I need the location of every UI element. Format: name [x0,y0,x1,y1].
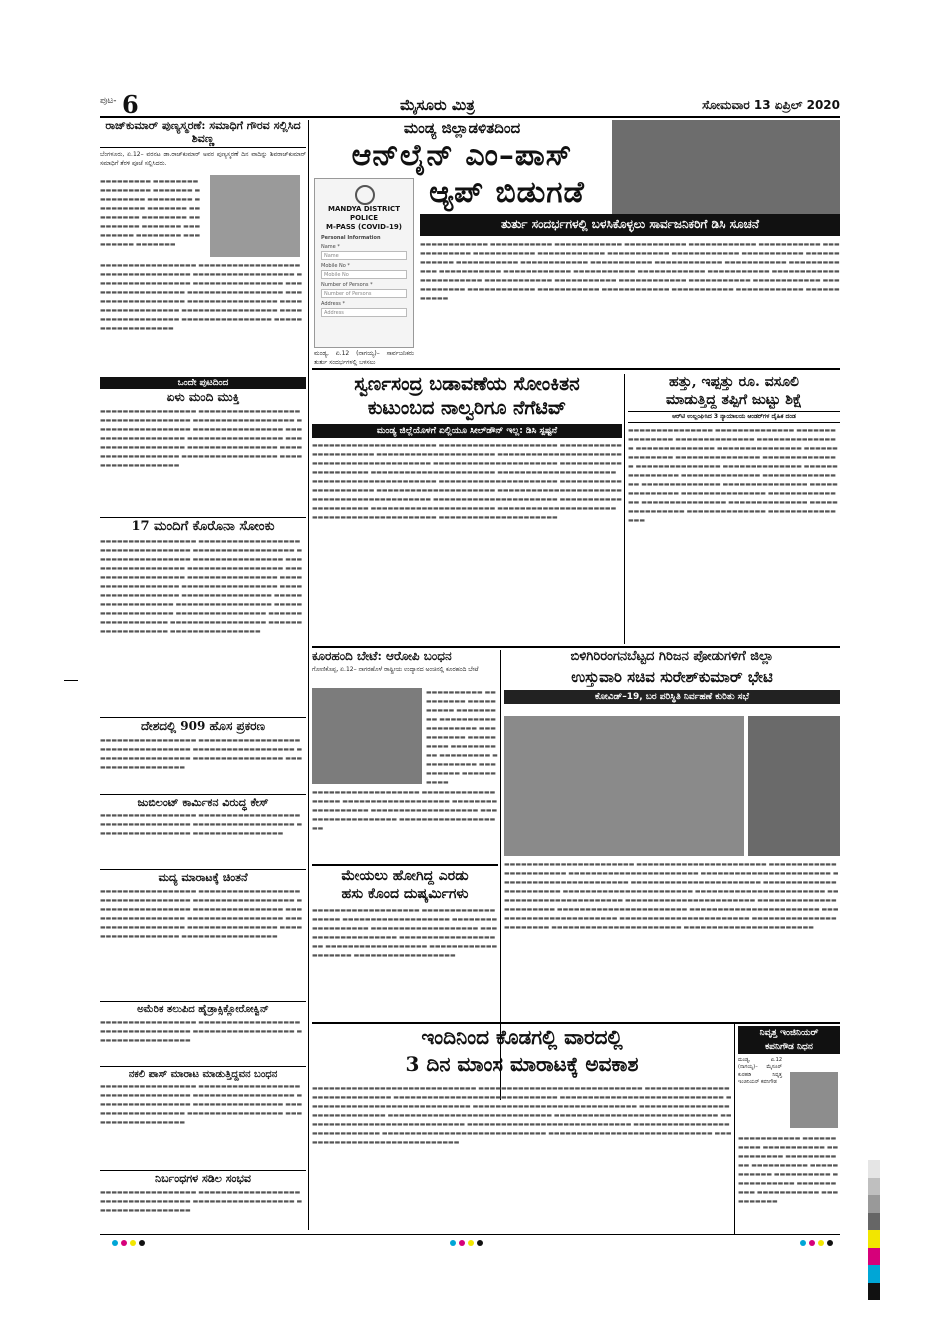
name-label: Name * [321,244,340,251]
kodagu-title-line2: 3 ದಿನ ಮಾಂಸ ಮಾರಾಟಕ್ಕೆ ಅವಕಾಶ [405,1052,639,1076]
article-title-seven-freed: ಏಳು ಮಂದಿ ಮುಕ್ತಿ [166,390,240,405]
cows-article [312,868,498,1018]
lead-title-line1: ಆನ್‌ಲೈನ್ ಎಂ–ಪಾಸ್ [351,138,573,174]
kodagu-title-line1: ಇಂದಿನಿಂದ ಕೊಡಗಲ್ಲಿ ವಾರದಲ್ಲಿ [421,1026,623,1049]
article-body-text: ▬▬▬▬▬▬▬▬▬▬▬▬▬▬▬▬▬ ▬▬▬▬▬▬▬▬▬▬▬▬▬▬▬▬▬▬ ▬▬▬▬▬▬▬▬▬▬▬▬▬▬▬▬ ▬▬▬▬▬▬▬▬▬▬▬▬▬▬▬▬▬▬ ▬▬▬▬▬▬▬▬▬▬▬▬▬▬▬▬▬ ▬▬▬▬▬▬▬▬▬▬▬▬▬▬▬▬ ▬▬▬▬▬▬▬▬▬▬▬▬▬▬▬▬▬▬ ▬▬▬▬▬▬▬▬▬▬▬▬▬▬▬▬▬ ▬▬▬▬▬▬▬▬▬▬▬▬▬▬▬▬▬▬ ▬▬▬▬▬▬▬▬▬▬▬▬▬▬▬▬ ▬▬▬▬▬▬▬▬▬▬▬▬▬▬▬▬▬▬ ▬▬▬▬▬▬▬▬▬▬▬▬▬▬▬▬▬ ▬▬▬▬▬▬▬▬▬▬▬▬▬▬▬▬▬▬ ▬▬▬▬▬▬▬▬▬▬▬▬▬▬▬▬ ▬▬▬▬▬▬▬▬▬▬▬▬▬▬▬▬▬▬ ▬▬▬▬▬▬▬▬▬▬▬▬▬▬▬▬▬ ▬▬▬▬▬▬▬▬▬▬▬▬▬▬▬▬▬▬ ▬▬▬▬▬▬▬▬▬▬▬▬▬▬▬▬ ▬▬▬▬▬▬▬▬▬▬▬▬▬▬▬▬▬▬ ▬▬▬▬▬▬▬▬▬▬▬▬▬▬▬▬▬ ▬▬▬▬▬▬▬▬▬▬▬▬▬▬▬▬▬▬ ▬▬▬▬▬▬▬▬▬▬▬▬▬▬▬▬ [100,538,303,636]
biligiri-title-line2: ಉಸ್ತುವಾರಿ ಸಚಿವ ಸುರೇಶ್‌ಕುಮಾರ್ ಭೇಟಿ [571,667,773,686]
paper-date: ಸೋಮವಾರ 13 ಏಪ್ರಿಲ್ 2020 [702,98,840,112]
article-body-text: ▬▬▬▬▬▬▬▬▬▬▬ ▬▬▬▬▬▬▬▬▬▬ ▬▬▬▬▬▬▬▬▬▬▬ ▬▬▬▬▬▬▬▬▬▬ ▬▬▬▬▬▬▬▬▬▬▬ ▬▬▬▬▬▬▬▬▬▬ ▬▬▬▬▬▬▬▬▬▬▬ ▬▬▬▬▬▬▬▬▬▬ ▬▬▬▬▬▬▬▬▬▬▬ ▬▬▬▬▬▬▬▬▬▬ ▬▬▬▬▬▬▬▬▬▬▬ ▬▬▬▬▬▬▬▬▬▬ [738,1135,839,1205]
article-body-text: ▬▬▬▬▬▬▬▬▬ ▬▬▬▬▬▬▬▬ ▬▬▬▬▬▬▬▬▬ ▬▬▬▬▬▬▬ ▬▬▬▬▬▬▬▬▬ ▬▬▬▬▬▬▬▬ ▬▬▬▬▬▬▬▬▬ ▬▬▬▬▬▬▬ ▬▬▬▬▬▬▬▬▬ ▬▬▬▬▬▬▬▬ ▬▬▬▬▬▬▬▬▬ ▬▬▬▬▬▬▬ ▬▬▬▬▬▬▬▬▬ ▬▬▬▬▬▬▬▬ ▬▬▬▬▬▬▬▬▬ ▬▬▬▬▬▬▬ [100,178,201,249]
swarnasandra-title-line2: ಕುಟುಂಬದ ನಾಲ್ವರಿಗೂ ನೆಗೆಟಿವ್ [367,396,567,419]
biligiri-sub: ಕೋವಿಡ್–19, ಬರ ಪರಿಸ್ಥಿತಿ ನಿರ್ವಹಣೆ ಕುರಿತು ಸಭೆ [504,690,840,704]
penalty-title-line2: ಮಾಡುತ್ತಿದ್ದ ತಪ್ಪಿಗೆ ಜುಟ್ಟು ಶಿಕ್ಷೆ [666,392,802,409]
article-body-text: ▬▬▬▬▬▬▬▬▬▬▬▬▬▬▬▬▬ ▬▬▬▬▬▬▬▬▬▬▬▬▬▬▬▬▬▬ ▬▬▬▬▬▬▬▬▬▬▬▬▬▬▬▬ ▬▬▬▬▬▬▬▬▬▬▬▬▬▬▬▬▬▬ ▬▬▬▬▬▬▬▬▬▬▬▬▬▬▬▬▬ ▬▬▬▬▬▬▬▬▬▬▬▬▬▬▬▬ ▬▬▬▬▬▬▬▬▬▬▬▬▬▬▬▬▬▬ [100,736,303,771]
cows-title-line1: ಮೇಯಲು ಹೋಗಿದ್ದ ಎರಡು [341,868,469,884]
name-field[interactable]: Name [321,251,407,260]
article-body-text: ▬▬▬▬▬▬▬▬▬▬▬▬▬▬▬▬▬▬▬ ▬▬▬▬▬▬▬▬▬▬▬▬▬▬▬▬▬▬ ▬▬▬▬▬▬▬▬▬▬▬▬▬▬▬▬▬▬▬ ▬▬▬▬▬▬▬▬▬▬▬▬▬▬▬▬▬▬ ▬▬▬▬▬▬▬▬▬▬▬▬▬▬▬▬▬▬▬ ▬▬▬▬▬▬▬▬▬▬▬▬▬▬▬▬▬▬ ▬▬▬▬▬▬▬▬▬▬▬▬▬▬▬▬▬▬▬ ▬▬▬▬▬▬▬▬▬▬▬▬▬▬▬▬▬▬ ▬▬▬▬▬▬▬▬▬▬▬▬▬▬▬▬▬▬▬ ▬▬▬▬▬▬▬▬▬▬▬▬▬▬▬▬▬▬ [312,907,498,960]
boar-hunt-article [312,650,498,860]
masthead [100,90,840,119]
article-body-text: ▬▬▬▬▬▬▬▬▬▬▬▬▬▬▬ ▬▬▬▬▬▬▬▬▬▬▬▬▬▬ ▬▬▬▬▬▬▬▬▬▬▬▬▬▬▬ ▬▬▬▬▬▬▬▬▬▬▬▬▬▬ ▬▬▬▬▬▬▬▬▬▬▬▬▬▬▬ ▬▬▬▬▬▬▬▬▬▬▬▬▬▬ ▬▬▬▬▬▬▬▬▬▬▬▬▬▬▬ ▬▬▬▬▬▬▬▬▬▬▬▬▬▬ ▬▬▬▬▬▬▬▬▬▬▬▬▬▬▬ ▬▬▬▬▬▬▬▬▬▬▬▬▬▬ ▬▬▬▬▬▬▬▬▬▬▬▬▬▬▬ ▬▬▬▬▬▬▬▬▬▬▬▬▬▬ ▬▬▬▬▬▬▬▬▬▬▬▬▬▬▬ ▬▬▬▬▬▬▬▬▬▬▬▬▬▬ ▬▬▬▬▬▬▬▬▬▬▬▬▬▬▬ ▬▬▬▬▬▬▬▬▬▬▬▬▬▬ ▬▬▬▬▬▬▬▬▬▬▬▬▬▬▬ ▬▬▬▬▬▬▬▬▬▬▬▬▬▬ ▬▬▬▬▬▬▬▬▬▬▬▬▬▬▬ ▬▬▬▬▬▬▬▬▬▬▬▬▬▬ ▬▬▬▬▬▬▬▬▬▬▬▬▬▬▬ ▬▬▬▬▬▬▬▬▬▬▬▬▬▬ ▬▬▬▬▬▬▬▬▬▬▬▬▬▬▬ ▬▬▬▬▬▬▬▬▬▬▬▬▬▬ ▬▬▬▬▬▬▬▬▬▬▬▬▬▬▬ [628,427,838,525]
persons-field[interactable]: Number of Persons [321,289,407,298]
card-title-line1: MANDYA DISTRICT [328,205,400,213]
article-title-liquor-sale: ಮದ್ಯ ಮಾರಾಟಕ್ಕೆ ಚಿಂತನೆ [100,869,306,885]
penalty-sub: ಆರ್‌ಟಿ ಉಲ್ಲಂಘಿಸಿದ 3 ನ್ಯಾಯಾಲಯ ಆಂಡರ್‌ಗಳ ದೈಹಿಕ ದಂಡ [628,411,840,423]
article-body-text: ▬▬▬▬▬▬▬▬▬▬▬▬▬▬▬▬▬▬▬▬▬▬▬▬▬▬▬▬▬ ▬▬▬▬▬▬▬▬▬▬▬▬▬▬▬▬▬▬▬▬▬▬▬▬▬▬▬▬▬ ▬▬▬▬▬▬▬▬▬▬▬▬▬▬▬▬▬▬▬▬▬▬▬▬▬▬▬▬▬ ▬▬▬▬▬▬▬▬▬▬▬▬▬▬▬▬▬▬▬▬▬▬▬▬▬▬▬▬▬ ▬▬▬▬▬▬▬▬▬▬▬▬▬▬▬▬▬▬▬▬▬▬▬▬▬▬▬▬▬ ▬▬▬▬▬▬▬▬▬▬▬▬▬▬▬▬▬▬▬▬▬▬▬▬▬▬▬▬▬ ▬▬▬▬▬▬▬▬▬▬▬▬▬▬▬▬▬▬▬▬▬▬▬▬▬▬▬▬▬ ▬▬▬▬▬▬▬▬▬▬▬▬▬▬▬▬▬▬▬▬▬▬▬▬▬▬▬▬▬ ▬▬▬▬▬▬▬▬▬▬▬▬▬▬▬▬▬▬▬▬▬▬▬▬▬▬▬▬▬ ▬▬▬▬▬▬▬▬▬▬▬▬▬▬▬▬▬▬▬▬▬▬▬▬▬▬▬▬▬ ▬▬▬▬▬▬▬▬▬▬▬▬▬▬▬▬▬▬▬▬▬▬▬▬▬▬▬▬▬ ▬▬▬▬▬▬▬▬▬▬▬▬▬▬▬▬▬▬▬▬▬▬▬▬▬▬▬▬▬ ▬▬▬▬▬▬▬▬▬▬▬▬▬▬▬▬▬▬▬▬▬▬▬▬▬▬▬▬▬ ▬▬▬▬▬▬▬▬▬▬▬▬▬▬▬▬▬▬▬▬▬▬▬▬▬▬▬▬▬ ▬▬▬▬▬▬▬▬▬▬▬▬▬▬▬▬▬▬▬▬▬▬▬▬▬▬▬▬▬ ▬▬▬▬▬▬▬▬▬▬▬▬▬▬▬▬▬▬▬▬▬▬▬▬▬▬▬▬▬ [312,1085,732,1146]
swarnasandra-article [312,374,622,644]
kodagu-meat-article [312,1026,732,1234]
mobile-field[interactable]: Mobile No [321,270,407,279]
registration-dots-right [800,1240,833,1246]
address-field[interactable]: Address [321,308,407,317]
biligiri-article [504,650,840,1020]
article-title-909-cases: ದೇಶದಲ್ಲಿ 909 ಹೊಸ ಪ್ರಕರಣ [100,717,306,734]
bottom-rule [100,1234,840,1235]
boar-hunt-lede: ಗೋಣಿಕೊಪ್ಪ, ಏ.12– ನಾಗರಹೊಳೆ ರಾಷ್ಟ್ರೀಯ ಉದ್ಯಾನದ ಅಂಚಿನಲ್ಲಿ ಕೂರಹಂದಿ ಬೇಟೆ [312,665,479,673]
card-section-label: Personal Information [321,235,381,242]
page-label: ಪುಟ- [100,96,117,106]
crop-mark [64,680,78,681]
section-rule [312,646,840,648]
section-bar: ಒಂದೇ ಪುಟದಿಂದ [100,377,306,389]
article-body-text: ▬▬▬▬▬▬▬▬▬▬▬▬▬▬▬▬▬ ▬▬▬▬▬▬▬▬▬▬▬▬▬▬▬▬▬▬ ▬▬▬▬▬▬▬▬▬▬▬▬▬▬▬▬ ▬▬▬▬▬▬▬▬▬▬▬▬▬▬▬▬▬▬ ▬▬▬▬▬▬▬▬▬▬▬▬▬▬▬▬▬ ▬▬▬▬▬▬▬▬▬▬▬▬▬▬▬▬ ▬▬▬▬▬▬▬▬▬▬▬▬▬▬▬▬▬▬ ▬▬▬▬▬▬▬▬▬▬▬▬▬▬▬▬▬ ▬▬▬▬▬▬▬▬▬▬▬▬▬▬▬▬▬▬ ▬▬▬▬▬▬▬▬▬▬▬▬▬▬▬▬ ▬▬▬▬▬▬▬▬▬▬▬▬▬▬▬▬▬▬ ▬▬▬▬▬▬▬▬▬▬▬▬▬▬▬▬▬ [100,888,303,941]
section-rule [312,1022,840,1024]
article-body-text: ▬▬▬▬▬▬▬▬▬▬▬▬▬▬▬▬▬ ▬▬▬▬▬▬▬▬▬▬▬▬▬▬▬▬▬▬ ▬▬▬▬▬▬▬▬▬▬▬▬▬▬▬▬ ▬▬▬▬▬▬▬▬▬▬▬▬▬▬▬▬▬▬ ▬▬▬▬▬▬▬▬▬▬▬▬▬▬▬▬▬ ▬▬▬▬▬▬▬▬▬▬▬▬▬▬▬▬ ▬▬▬▬▬▬▬▬▬▬▬▬▬▬▬▬▬▬ ▬▬▬▬▬▬▬▬▬▬▬▬▬▬▬▬▬ ▬▬▬▬▬▬▬▬▬▬▬▬▬▬▬▬▬▬ [100,1083,303,1127]
dc-meeting-photo [612,120,840,214]
penalty-article [628,374,840,644]
column-rule [624,374,625,644]
paper-name: ಮೈಸೂರು ಮಿತ್ರ [400,96,475,114]
lead-subheadline: ತುರ್ತು ಸಂದರ್ಭಗಳಲ್ಲಿ ಬಳಸಿಕೊಳ್ಳಲು ಸಾರ್ವಜನಿಕರಿಗೆ ಡಿಸಿ ಸೂಚನೆ [420,214,840,236]
registration-dots-left [112,1240,145,1246]
article-title-relaxation: ನಿರ್ಬಂಧಗಳ ಸಡಿಲ ಸಂಭವ [100,1170,306,1186]
color-calibration-strip [868,1160,880,1300]
left-column [100,120,306,1230]
boar-hunt-photo [312,688,422,784]
card-title-line3: M-PASS (COVID-19) [326,223,402,232]
penalty-title-line1: ಹತ್ತು, ಇಪ್ಪತ್ತು ರೂ. ವಸೂಲಿ [669,374,799,390]
article-body-text: ▬▬▬▬▬▬▬▬▬▬▬▬▬▬▬▬▬▬▬▬▬▬▬ ▬▬▬▬▬▬▬▬▬▬▬▬▬▬▬▬▬▬▬▬▬▬▬ ▬▬▬▬▬▬▬▬▬▬▬▬▬▬▬▬▬▬▬▬▬▬▬ ▬▬▬▬▬▬▬▬▬▬▬▬▬▬▬▬▬▬▬▬▬▬▬ ▬▬▬▬▬▬▬▬▬▬▬▬▬▬▬▬▬▬▬▬▬▬▬ ▬▬▬▬▬▬▬▬▬▬▬▬▬▬▬▬▬▬▬▬▬▬▬ ▬▬▬▬▬▬▬▬▬▬▬▬▬▬▬▬▬▬▬▬▬▬▬ ▬▬▬▬▬▬▬▬▬▬▬▬▬▬▬▬▬▬▬▬▬▬▬ ▬▬▬▬▬▬▬▬▬▬▬▬▬▬▬▬▬▬▬▬▬▬▬ ▬▬▬▬▬▬▬▬▬▬▬▬▬▬▬▬▬▬▬▬▬▬▬ ▬▬▬▬▬▬▬▬▬▬▬▬▬▬▬▬▬▬▬▬▬▬▬ ▬▬▬▬▬▬▬▬▬▬▬▬▬▬▬▬▬▬▬▬▬▬▬ ▬▬▬▬▬▬▬▬▬▬▬▬▬▬▬▬▬▬▬▬▬▬▬ ▬▬▬▬▬▬▬▬▬▬▬▬▬▬▬▬▬▬▬▬▬▬▬ ▬▬▬▬▬▬▬▬▬▬▬▬▬▬▬▬▬▬▬▬▬▬▬ ▬▬▬▬▬▬▬▬▬▬▬▬▬▬▬▬▬▬▬▬▬▬▬ ▬▬▬▬▬▬▬▬▬▬▬▬▬▬▬▬▬▬▬▬▬▬▬ ▬▬▬▬▬▬▬▬▬▬▬▬▬▬▬▬▬▬▬▬▬▬▬ ▬▬▬▬▬▬▬▬▬▬▬▬▬▬▬▬▬▬▬▬▬▬▬ ▬▬▬▬▬▬▬▬▬▬▬▬▬▬▬▬▬▬▬▬▬▬▬ [504,861,839,931]
card-title-line2: POLICE [349,214,379,223]
biligiri-title-line1: ಬಿಳಿಗಿರಿರಂಗನಬೆಟ್ಟದ ಗಿರಿಜನ ಪೋಡುಗಳಿಗೆ ಜಿಲ್ಲಾ [570,650,774,664]
obituary-title-line2: ಕಪನಿಗೌಡ ನಿಧನ [738,1040,840,1054]
page-number: 6 [122,90,139,119]
column-rule [734,1022,735,1234]
column-rule [308,120,309,1230]
section-rule [312,864,498,866]
article-title-rajkumar: ರಾಜ್‌ಕುಮಾರ್ ಪುಣ್ಯಸ್ಮರಣೆ: ಸಮಾಧಿಗೆ ಗೌರವ ಸಲ್ಲಿಸಿದ ಶಿವಣ್ಣ [100,120,306,148]
article-body-text: ▬▬▬▬▬▬▬▬▬▬ ▬▬▬▬▬▬▬▬▬ ▬▬▬▬▬▬▬▬▬▬ ▬▬▬▬▬▬▬▬▬ ▬▬▬▬▬▬▬▬▬▬ ▬▬▬▬▬▬▬▬▬ ▬▬▬▬▬▬▬▬▬▬ ▬▬▬▬▬▬▬▬▬ ▬▬▬▬▬▬▬▬▬▬ ▬▬▬▬▬▬▬▬▬ ▬▬▬▬▬▬▬▬▬▬ ▬▬▬▬▬▬▬▬▬ ▬▬▬▬▬▬▬▬▬▬ [426,689,498,784]
article-body-text: ▬▬▬▬▬▬▬▬▬▬▬▬▬▬▬▬▬ ▬▬▬▬▬▬▬▬▬▬▬▬▬▬▬▬▬▬ ▬▬▬▬▬▬▬▬▬▬▬▬▬▬▬▬ ▬▬▬▬▬▬▬▬▬▬▬▬▬▬▬▬▬▬ ▬▬▬▬▬▬▬▬▬▬▬▬▬▬▬▬▬ ▬▬▬▬▬▬▬▬▬▬▬▬▬▬▬▬ [100,812,303,838]
address-label: Address * [321,301,346,308]
article-title-fake-pass: ನಕಲಿ ಪಾಸ್ ಮಾರಾಟ ಮಾಡುತ್ತಿದ್ದವನ ಬಂಧನ [100,1066,306,1081]
article-body-rajkumar: ಬೆಂಗಳೂರು, ಏ.12– ವರನಟ ಡಾ.ರಾಜ್‌ಕುಮಾರ್ ಅವರ ಪುಣ್ಯಸ್ಮರಣೆ ದಿನ ವಾದಿನ್ನು ಶಿವರಾಜ್‌ಕುಮಾರ್ ಸಮಾಧಿಗೆ ತೆರಳಿ ಪೂಜೆ ಸಲ್ಲಿಸಿದರು. [100,151,306,167]
obituary-portrait [790,1072,838,1128]
mobile-label: Mobile No * [321,263,350,270]
registration-dots-center [450,1240,483,1246]
article-title-jubilant-case: ಜುಬಿಲಂಟ್ ಕಾರ್ಮಿಕನ ವಿರುದ್ಧ ಕೇಸ್ [100,794,306,810]
lead-title-line2: ಆ್ಯಪ್ ಬಿಡುಗಡೆ [429,174,585,210]
article-body-text: ▬▬▬▬▬▬▬▬▬▬▬▬▬▬▬▬▬ ▬▬▬▬▬▬▬▬▬▬▬▬▬▬▬▬▬▬ ▬▬▬▬▬▬▬▬▬▬▬▬▬▬▬▬ ▬▬▬▬▬▬▬▬▬▬▬▬▬▬▬▬▬▬ ▬▬▬▬▬▬▬▬▬▬▬▬▬▬▬▬▬ ▬▬▬▬▬▬▬▬▬▬▬▬▬▬▬▬ ▬▬▬▬▬▬▬▬▬▬▬▬▬▬▬▬▬▬ ▬▬▬▬▬▬▬▬▬▬▬▬▬▬▬▬▬ ▬▬▬▬▬▬▬▬▬▬▬▬▬▬▬▬▬▬ ▬▬▬▬▬▬▬▬▬▬▬▬▬▬▬▬ ▬▬▬▬▬▬▬▬▬▬▬▬▬▬▬▬▬▬ ▬▬▬▬▬▬▬▬▬▬▬▬▬▬▬▬▬ ▬▬▬▬▬▬▬▬▬▬▬▬▬▬▬▬▬▬ [100,408,303,470]
card-caption: ಮಂಡ್ಯ, ಏ.12 (ನಾಗಯ್ಯ)– ಸಾರ್ವಜನಿಕರು ತುರ್ತು ಸಂದರ್ಭಗಳಲ್ಲಿ ಬಳಸಲು [314,350,414,366]
article-body-text: ▬▬▬▬▬▬▬▬▬▬▬▬▬▬▬▬▬▬▬▬▬▬ ▬▬▬▬▬▬▬▬▬▬▬▬▬▬▬▬▬▬▬▬▬ ▬▬▬▬▬▬▬▬▬▬▬▬▬▬▬▬▬▬▬▬▬▬ ▬▬▬▬▬▬▬▬▬▬▬▬▬▬▬▬▬▬▬▬▬ ▬▬▬▬▬▬▬▬▬▬▬▬▬▬▬▬▬▬▬▬▬▬ ▬▬▬▬▬▬▬▬▬▬▬▬▬▬▬▬▬▬▬▬▬ ▬▬▬▬▬▬▬▬▬▬▬▬▬▬▬▬▬▬▬▬▬▬ ▬▬▬▬▬▬▬▬▬▬▬▬▬▬▬▬▬▬▬▬▬ ▬▬▬▬▬▬▬▬▬▬▬▬▬▬▬▬▬▬▬▬▬▬ ▬▬▬▬▬▬▬▬▬▬▬▬▬▬▬▬▬▬▬▬▬ ▬▬▬▬▬▬▬▬▬▬▬▬▬▬▬▬▬▬▬▬▬▬ ▬▬▬▬▬▬▬▬▬▬▬▬▬▬▬▬▬▬▬▬▬ ▬▬▬▬▬▬▬▬▬▬▬▬▬▬▬▬▬▬▬▬▬▬ ▬▬▬▬▬▬▬▬▬▬▬▬▬▬▬▬▬▬▬▬▬ ▬▬▬▬▬▬▬▬▬▬▬▬▬▬▬▬▬▬▬▬▬▬ ▬▬▬▬▬▬▬▬▬▬▬▬▬▬▬▬▬▬▬▬▬ ▬▬▬▬▬▬▬▬▬▬▬▬▬▬▬▬▬▬▬▬▬▬ ▬▬▬▬▬▬▬▬▬▬▬▬▬▬▬▬▬▬▬▬▬ ▬▬▬▬▬▬▬▬▬▬▬▬▬▬▬▬▬▬▬▬▬▬ ▬▬▬▬▬▬▬▬▬▬▬▬▬▬▬▬▬▬▬▬▬ ▬▬▬▬▬▬▬▬▬▬▬▬▬▬▬▬▬▬▬▬▬▬ ▬▬▬▬▬▬▬▬▬▬▬▬▬▬▬▬▬▬▬▬▬ [312,441,622,521]
article-body-text: ▬▬▬▬▬▬▬▬▬▬▬▬▬▬▬▬▬ ▬▬▬▬▬▬▬▬▬▬▬▬▬▬▬▬▬▬ ▬▬▬▬▬▬▬▬▬▬▬▬▬▬▬▬ ▬▬▬▬▬▬▬▬▬▬▬▬▬▬▬▬▬▬ ▬▬▬▬▬▬▬▬▬▬▬▬▬▬▬▬▬ ▬▬▬▬▬▬▬▬▬▬▬▬▬▬▬▬ ▬▬▬▬▬▬▬▬▬▬▬▬▬▬▬▬▬▬ ▬▬▬▬▬▬▬▬▬▬▬▬▬▬▬▬▬ ▬▬▬▬▬▬▬▬▬▬▬▬▬▬▬▬▬▬ ▬▬▬▬▬▬▬▬▬▬▬▬▬▬▬▬ ▬▬▬▬▬▬▬▬▬▬▬▬▬▬▬▬▬▬ ▬▬▬▬▬▬▬▬▬▬▬▬▬▬▬▬▬ ▬▬▬▬▬▬▬▬▬▬▬▬▬▬▬▬▬▬ ▬▬▬▬▬▬▬▬▬▬▬▬▬▬▬▬ ▬▬▬▬▬▬▬▬▬▬▬▬▬▬▬▬▬▬ [100,262,303,333]
article-body-text: ▬▬▬▬▬▬▬▬▬▬▬▬▬▬▬▬▬ ▬▬▬▬▬▬▬▬▬▬▬▬▬▬▬▬▬▬ ▬▬▬▬▬▬▬▬▬▬▬▬▬▬▬▬ ▬▬▬▬▬▬▬▬▬▬▬▬▬▬▬▬▬▬ ▬▬▬▬▬▬▬▬▬▬▬▬▬▬▬▬▬ [100,1018,303,1044]
obituary-article [738,1026,840,1234]
lead-kicker: ಮಂಡ್ಯ ಜಿಲ್ಲಾಡಳಿತದಿಂದ [403,120,521,137]
cows-title-line2: ಹಸು ಕೊಂದ ದುಷ್ಕರ್ಮಿಗಳು [341,886,469,903]
section-rule [312,368,840,370]
article-body-text: ▬▬▬▬▬▬▬▬▬▬▬▬▬▬▬▬▬ ▬▬▬▬▬▬▬▬▬▬▬▬▬▬▬▬▬▬ ▬▬▬▬▬▬▬▬▬▬▬▬▬▬▬▬ ▬▬▬▬▬▬▬▬▬▬▬▬▬▬▬▬▬▬ ▬▬▬▬▬▬▬▬▬▬▬▬▬▬▬▬▬ [100,1188,303,1214]
mpass-form-card [314,178,414,348]
article-body-text: ▬▬▬▬▬▬▬▬▬▬▬▬ ▬▬▬▬▬▬▬▬▬▬▬ ▬▬▬▬▬▬▬▬▬▬▬▬ ▬▬▬▬▬▬▬▬▬▬▬ ▬▬▬▬▬▬▬▬▬▬▬▬ ▬▬▬▬▬▬▬▬▬▬▬ ▬▬▬▬▬▬▬▬▬▬▬▬ ▬▬▬▬▬▬▬▬▬▬▬ ▬▬▬▬▬▬▬▬▬▬▬▬ ▬▬▬▬▬▬▬▬▬▬▬ ▬▬▬▬▬▬▬▬▬▬▬▬ ▬▬▬▬▬▬▬▬▬▬▬ ▬▬▬▬▬▬▬▬▬▬▬▬ ▬▬▬▬▬▬▬▬▬▬▬ ▬▬▬▬▬▬▬▬▬▬▬▬ ▬▬▬▬▬▬▬▬▬▬▬ ▬▬▬▬▬▬▬▬▬▬▬▬ ▬▬▬▬▬▬▬▬▬▬▬ ▬▬▬▬▬▬▬▬▬▬▬▬ ▬▬▬▬▬▬▬▬▬▬▬ ▬▬▬▬▬▬▬▬▬▬▬▬ ▬▬▬▬▬▬▬▬▬▬▬ ▬▬▬▬▬▬▬▬▬▬▬▬ ▬▬▬▬▬▬▬▬▬▬▬ ▬▬▬▬▬▬▬▬▬▬▬▬ ▬▬▬▬▬▬▬▬▬▬▬ ▬▬▬▬▬▬▬▬▬▬▬▬ ▬▬▬▬▬▬▬▬▬▬▬ ▬▬▬▬▬▬▬▬▬▬▬▬ ▬▬▬▬▬▬▬▬▬▬▬ ▬▬▬▬▬▬▬▬▬▬▬▬ ▬▬▬▬▬▬▬▬▬▬▬ ▬▬▬▬▬▬▬▬▬▬▬▬ ▬▬▬▬▬▬▬▬▬▬▬ ▬▬▬▬▬▬▬▬▬▬▬▬ ▬▬▬▬▬▬▬▬▬▬▬ ▬▬▬▬▬▬▬▬▬▬▬▬ ▬▬▬▬▬▬▬▬▬▬▬ [420,241,840,302]
police-seal-icon [355,185,375,205]
swarnasandra-sub: ಮಂಡ್ಯ ಜಿಲ್ಲೆಯೊಳಗೆ ಏಲ್ಲಿಯೂ ಸೀಲ್‌ಡೌನ್ ಇಲ್ಲ: ಡಿಸಿ ಸ್ಪಷ್ಟನೆ [312,424,622,438]
article-title-hcq-america: ಅಮೆರಿಕ ತಲುಪಿದ ಹೈಡ್ರಾಕ್ಸಿಕ್ಲೋರೋಕ್ವಿನ್ [100,1001,306,1016]
swarnasandra-title-line1: ಸ್ವರ್ಣಸಂದ್ರ ಬಡಾವಣೆಯ ಸೋಂಕಿತನ [354,374,580,395]
boar-hunt-title: ಕೂರಹಂದಿ ಬೇಟೆ: ಆರೋಪಿ ಬಂಧನ [312,650,452,663]
article-title-17-infected: 17 ಮಂದಿಗೆ ಕೊರೊನಾ ಸೋಂಕು [100,517,306,535]
obituary-title-line1: ನಿವೃತ್ತ ಇಂಜಿನಿಯರ್ [738,1026,840,1040]
persons-label: Number of Persons * [321,282,373,289]
article-body-text: ▬▬▬▬▬▬▬▬▬▬▬▬▬▬▬▬▬▬▬ ▬▬▬▬▬▬▬▬▬▬▬▬▬▬▬▬▬▬ ▬▬▬▬▬▬▬▬▬▬▬▬▬▬▬▬▬▬▬ ▬▬▬▬▬▬▬▬▬▬▬▬▬▬▬▬▬▬ ▬▬▬▬▬▬▬▬▬▬▬▬▬▬▬▬▬▬▬ ▬▬▬▬▬▬▬▬▬▬▬▬▬▬▬▬▬▬ ▬▬▬▬▬▬▬▬▬▬▬▬▬▬▬▬▬▬▬ [312,789,498,832]
rajkumar-photo [210,175,300,257]
tribal-woman-photo [748,716,840,856]
minister-visit-photo [504,716,744,856]
obituary-lede: ಮಂಡ್ಯ, ಏ.12 (ನಾಗಯ್ಯ)– ಮೈಸೂರ್ ಕುರಹಡಿ ನಿವೃತ್ತ ಇಂಜಿನಿಯರ್ ಕಪನಿಗೌಡ [738,1057,782,1085]
